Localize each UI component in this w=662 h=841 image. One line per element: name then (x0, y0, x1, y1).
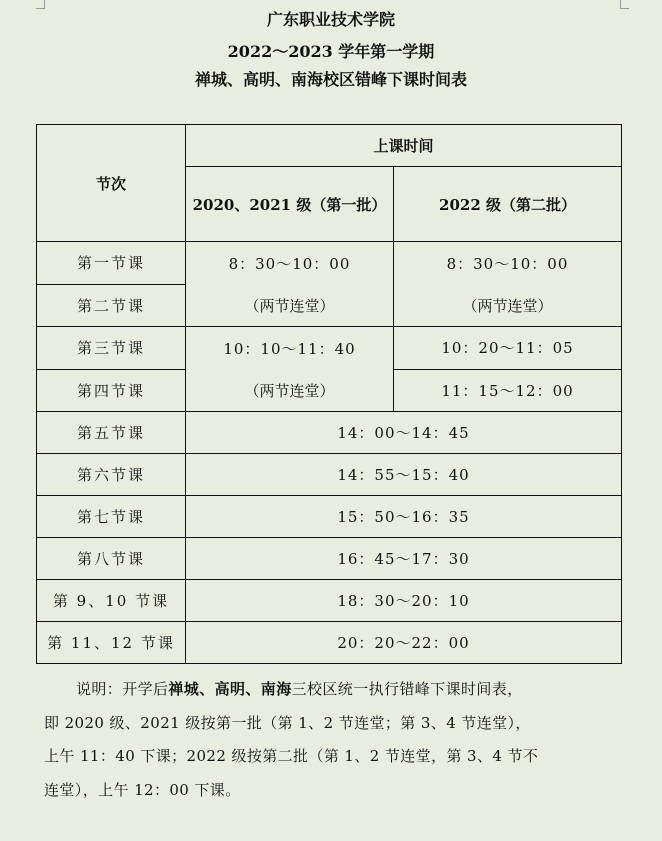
page-corner-mark-left (36, 0, 45, 9)
note-line-1-rest: 三校区统一执行错峰下课时间表， (291, 680, 523, 698)
session-label: 第八节课 (37, 538, 186, 580)
batch1-session-1-2 (186, 242, 394, 327)
batch2-session-1-2-note: （两节连堂） (462, 296, 553, 315)
explanation-note (44, 673, 624, 807)
header-session: 节次 (37, 125, 186, 242)
note-prefix: 说明：开学后 (76, 680, 169, 698)
batch1-session-3-4-note: （两节连堂） (244, 381, 335, 400)
common-time: 16：45～17：30 (186, 538, 622, 580)
note-campuses: 禅城、高明、南海 (168, 680, 292, 698)
header-batch-2: 2022 级（第二批） (394, 167, 622, 242)
school-title: 广东职业技术学院 (266, 10, 395, 29)
session-label: 第三节课 (37, 327, 186, 370)
session-label: 第四节课 (37, 369, 186, 412)
session-label: 第七节课 (37, 496, 186, 538)
header-batch-1: 2020、2021 级（第一批） (186, 167, 394, 242)
batch2-session-1-2-time: 8：30～10：00 (446, 254, 569, 273)
note-line-4: 连堂），上午 12：00 下课。 (44, 780, 241, 799)
common-time: 15：50～16：35 (186, 496, 622, 538)
batch2-session-3-time: 10：20～11：05 (394, 327, 622, 370)
batch1-session-3-4-time: 10：10～11：40 (223, 339, 356, 358)
note-line-2: 即 2020 级、2021 级按第一批（第 1、2 节连堂；第 3、4 节连堂）， (44, 713, 531, 732)
semester-title: 2022～2023 学年第一学期 (227, 42, 435, 61)
common-time: 14：55～15：40 (186, 454, 622, 496)
batch1-session-1-2-time: 8：30～10：00 (228, 254, 351, 273)
note-line-1 (44, 673, 624, 707)
note-line-3: 上午 11：40 下课；2022 级按第二批（第 1、2 节连堂，第 3、4 节不 (44, 747, 539, 765)
session-label: 第六节课 (37, 454, 186, 496)
session-label: 第 11、12 节课 (37, 622, 186, 664)
schedule-table (36, 124, 622, 664)
schedule-title: 禅城、高明、南海校区错峰下课时间表 (194, 70, 467, 89)
session-label: 第五节课 (37, 412, 186, 454)
header-class-time: 上课时间 (186, 125, 622, 167)
common-time: 14：00～14：45 (186, 412, 622, 454)
session-label: 第一节课 (37, 242, 186, 285)
batch1-session-3-4 (186, 327, 394, 412)
batch2-session-4-time: 11：15～12：00 (394, 369, 622, 412)
session-label: 第 9、10 节课 (37, 580, 186, 622)
common-time: 20：20～22：00 (186, 622, 622, 664)
common-time: 18：30～20：10 (186, 580, 622, 622)
batch1-session-1-2-note: （两节连堂） (244, 296, 335, 315)
page-corner-mark-right (620, 0, 629, 9)
batch2-session-1-2 (394, 242, 622, 327)
session-label: 第二节课 (37, 284, 186, 327)
